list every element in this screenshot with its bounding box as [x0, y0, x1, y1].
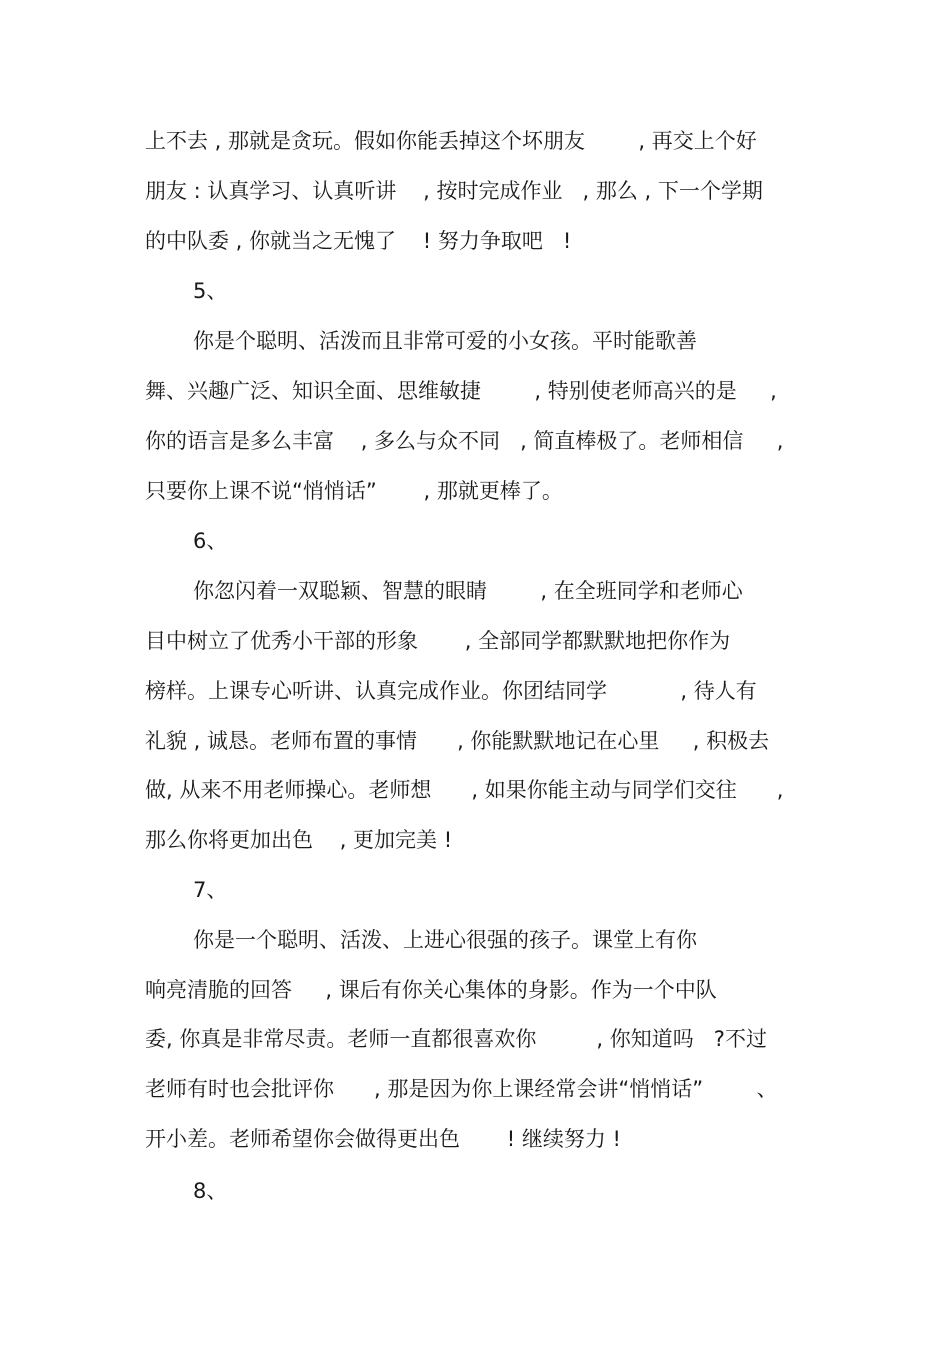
section-number: 5、 — [193, 279, 228, 303]
text-line: 你忽闪着一双聪颖、智慧的眼睛 , 在全班同学和老师心 — [193, 579, 743, 603]
text-line: 做, 从来不用老师操心。老师想 , 如果你能主动与同学们交往 , — [145, 778, 784, 802]
text-line: 目中树立了优秀小干部的形象 , 全部同学都默默地把你作为 — [145, 629, 731, 653]
text-line: 礼貌 , 诚恳。老师布置的事情 , 你能默默地记在心里 , 积极去 — [145, 729, 770, 753]
text-line: 那么你将更加出色 , 更加完美 ! — [145, 828, 453, 852]
text-line: 你的语言是多么丰富 , 多么与众不同 , 简直棒极了。老师相信 , — [145, 429, 784, 453]
section-number: 8、 — [193, 1179, 228, 1203]
text-line: 上不去 , 那就是贪玩。假如你能丢掉这个坏朋友 , 再交上个好 — [145, 129, 757, 153]
text-line: 只要你上课不说“悄悄话” , 那就更棒了。 — [145, 479, 563, 503]
text-line: 的中队委 , 你就当之无愧了 ! 努力争取吧 ! — [145, 229, 572, 253]
section-number: 6、 — [193, 529, 228, 553]
text-line: 响亮清脆的回答 , 课后有你关心集体的身影。作为一个中队 — [145, 978, 717, 1002]
text-line: 榜样。上课专心听讲、认真完成作业。你团结同学 , 待人有 — [145, 679, 757, 703]
text-line: 你是个聪明、活泼而且非常可爱的小女孩。平时能歌善 — [193, 329, 697, 353]
text-line: 开小差。老师希望你会做得更出色 ! 继续努力 ! — [145, 1127, 621, 1151]
text-line: 委, 你真是非常尽责。老师一直都很喜欢你 , 你知道吗 ?不过 — [145, 1027, 767, 1051]
text-line: 朋友 : 认真学习、认真听讲 , 按时完成作业 , 那么 , 下一个学期 — [145, 179, 763, 203]
text-line: 老师有时也会批评你 , 那是因为你上课经常会讲“悄悄话” 、 — [145, 1077, 778, 1101]
text-line: 舞、兴趣广泛、知识全面、思维敏捷 , 特别使老师高兴的是 , — [145, 379, 777, 403]
text-line: 你是一个聪明、活泼、上进心很强的孩子。课堂上有你 — [193, 928, 697, 952]
section-number: 7、 — [193, 878, 228, 902]
